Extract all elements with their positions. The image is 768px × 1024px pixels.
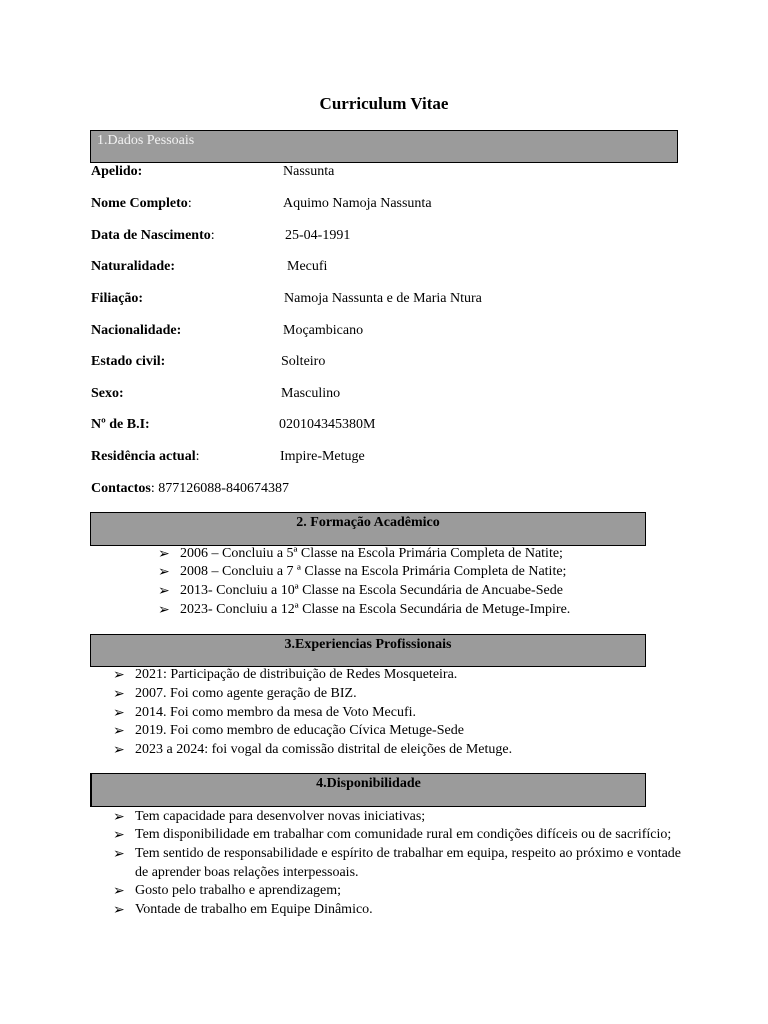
arrow-bullet-icon: ➢ bbox=[158, 603, 170, 618]
section-header-education bbox=[90, 512, 646, 546]
document-title: Curriculum Vitae bbox=[319, 94, 449, 113]
arrow-bullet-icon: ➢ bbox=[158, 547, 170, 562]
field-naturalidade-value: Mecufi bbox=[287, 259, 328, 274]
field-filiacao-value: Namoja Nassunta e de Maria Ntura bbox=[284, 291, 482, 306]
field-bi-value: 020104345380M bbox=[279, 417, 376, 432]
field-nacionalidade-value: Moçambicano bbox=[283, 323, 364, 338]
section-header-experience bbox=[90, 634, 646, 667]
section-header-availability bbox=[90, 773, 646, 807]
field-apelido-label: Apelido: bbox=[91, 164, 143, 179]
section-header-personal-text: 1.Dados Pessoais bbox=[97, 133, 195, 148]
arrow-bullet-icon: ➢ bbox=[113, 847, 125, 862]
field-bi-label: Nº de B.I: bbox=[91, 417, 150, 432]
section-header-availability-text: 4.Disponibilidade bbox=[316, 776, 421, 791]
arrow-bullet-icon: ➢ bbox=[113, 810, 125, 825]
arrow-bullet-icon: ➢ bbox=[113, 828, 125, 843]
arrow-bullet-icon: ➢ bbox=[113, 668, 125, 683]
field-sexo-value: Masculino bbox=[281, 386, 341, 401]
arrow-bullet-icon: ➢ bbox=[113, 724, 125, 739]
field-residencia-value: Impire-Metuge bbox=[280, 449, 365, 464]
arrow-bullet-icon: ➢ bbox=[158, 584, 170, 599]
section-header-personal bbox=[90, 130, 678, 163]
field-sexo-label: Sexo: bbox=[91, 386, 124, 401]
field-filiacao-label: Filiação: bbox=[91, 291, 144, 306]
arrow-bullet-icon: ➢ bbox=[113, 706, 125, 721]
arrow-bullet-icon: ➢ bbox=[113, 743, 125, 758]
field-residencia-label: Residência actual: bbox=[91, 449, 200, 464]
field-naturalidade-label: Naturalidade: bbox=[91, 259, 175, 274]
arrow-bullet-icon: ➢ bbox=[158, 565, 170, 580]
field-nome-value: Aquimo Namoja Nassunta bbox=[283, 196, 432, 211]
field-nacionalidade-label: Nacionalidade: bbox=[91, 323, 182, 338]
field-estado-civil-value: Solteiro bbox=[281, 354, 326, 369]
arrow-bullet-icon: ➢ bbox=[113, 687, 125, 702]
field-nascimento-label: Data de Nascimento: bbox=[91, 228, 215, 243]
field-estado-civil-label: Estado civil: bbox=[91, 354, 166, 369]
field-nome-label: Nome Completo: bbox=[91, 196, 192, 211]
section-header-education-text: 2. Formação Acadêmico bbox=[296, 515, 440, 530]
field-nascimento-value: 25-04-1991 bbox=[285, 228, 351, 243]
section-header-experience-text: 3.Experiencias Profissionais bbox=[284, 637, 452, 652]
field-apelido-value: Nassunta bbox=[283, 164, 335, 179]
arrow-bullet-icon: ➢ bbox=[113, 884, 125, 899]
field-contactos: Contactos: 877126088-840674387 bbox=[91, 481, 289, 496]
arrow-bullet-icon: ➢ bbox=[113, 903, 125, 918]
